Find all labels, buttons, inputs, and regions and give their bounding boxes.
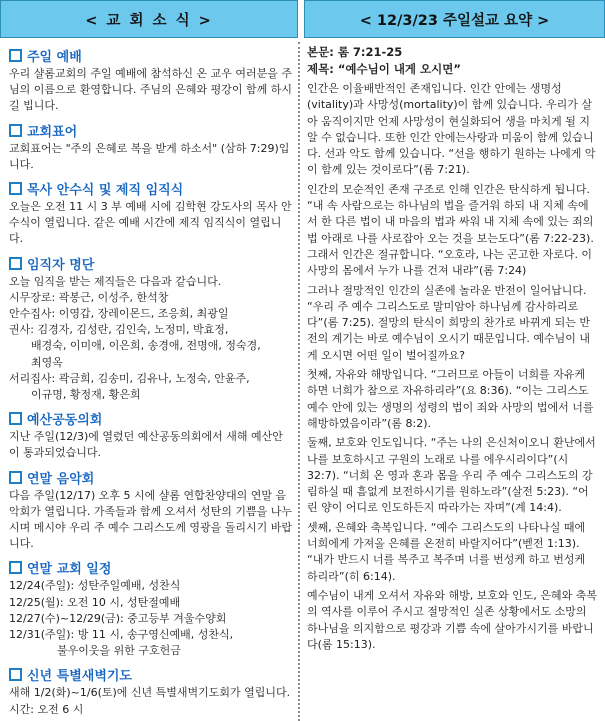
schedule-item: 12/31(주일): 방 11 시, 송구영신예배, 성찬식, [9,628,234,642]
section-title: 교회표어 [27,124,78,140]
officer-list-acting-deacons: 서리집사: 곽금희, 김송미, 김유나, 노정숙, 안윤주, [9,371,250,385]
section-body: 지난 주일(12/3)에 열렸던 예산공동의회에서 새해 예산안이 통과되었습니다. [9,430,283,460]
section-heading [9,558,292,577]
section-heading [9,468,292,487]
church-news-header [0,0,298,38]
officer-list-acting-deacons-cont: 이규명, 황정재, 황은희 [31,388,141,402]
hollow-square-icon [9,561,22,574]
hollow-square-icon [9,471,22,484]
sermon-paragraph: 셋째, 은혜와 축복입니다. “예수 그리스도의 나타나실 때에 너희에게 가져올 은혜를 온전히 바랄지어다”(벧전 1:13). “내가 반드시 너를 복주고 복주며 너를 번성케 하고 번성케 하리라”(히 6:14). [307,520,586,583]
section-body: 오늘은 오전 11 시 3 부 예배 시에 김학현 강도사의 목사 안수식이 열립니다. 같은 예배 시간에 제직 임직식이 열립니다. [9,200,292,246]
section-body: 새해 1/2(화)~1/6(토)에 신년 특별새벽기도회가 열립니다. 시간: 오전 6 시 [9,686,291,716]
section-heading [9,409,292,428]
church-news-title: < 교 회 소 식 > [85,12,213,29]
sermon-paragraph: 인간은 이율배반적인 존재입니다. 인간 안에는 생명성(vitality)과 사망성(mortality)이 함께 있습니다. 우리가 살아 움직이지만 언제 사망성이 현실화되어 생을 마치게 될 지 알 수 없습니다. 또한 인간 안에는사랑과 미움이 함께 있습니다. 선과 악도 함께 있습니다. “선을 행하기 원하는 나에게 악이 함께 있는 것이로다”(롬 7:21). [307,82,596,177]
news-section-officer-list [9,254,292,404]
news-section-ordination [9,179,292,248]
schedule-item-cont: 불우이웃을 위한 구호헌금 [57,644,181,658]
officer-list-kwonsa-cont: 최영옥 [31,355,63,369]
officer-list-elders: 시무장로: 곽봉근, 이성주, 한석창 [9,290,169,304]
officer-list-kwonsa: 권사: 김경자, 김성란, 김인숙, 노정미, 박효정, [9,323,229,337]
news-section-new-year-prayer [9,665,292,717]
sermon-title: 제목: “예수님이 내게 오시면” [307,62,461,76]
officer-list-deacons: 안수집사: 이영갑, 장레이몬드, 조응희, 최광일 [9,307,229,321]
section-title: 임직자 명단 [27,257,95,273]
section-title: 연말 교회 일정 [27,562,112,578]
section-title: 예산공동의회 [27,413,103,429]
sermon-paragraph: 그러나 절망적인 인간의 실존에 놀라운 반전이 일어납니다. “우리 주 예수 그리스도로 말미암아 하나님께 감사하리로다”(롬 7:25). 절망의 탄식이 희망의 찬가로 바뀌게 되는 반전의 계기는 바로 예수님이 오시기 때문입니다. 예수님이 내게 오시면 어떤 일이 벌어질까요? [307,283,590,362]
officer-list-kwonsa-cont: 배경숙, 이미애, 이은희, 송경애, 전명애, 정숙경, [31,339,261,353]
news-section-motto [9,121,292,173]
section-heading [9,179,292,198]
hollow-square-icon [9,668,22,681]
column-divider [298,42,300,721]
hollow-square-icon [9,124,22,137]
section-heading [9,254,292,273]
hollow-square-icon [9,49,22,62]
section-title: 목사 안수식 및 제직 임직식 [27,183,184,199]
sermon-summary-column [307,44,599,721]
sermon-summary-header [304,0,605,38]
sermon-paragraph: 둘째, 보호와 인도입니다. “주는 나의 은신처이오니 환난에서 나를 보호하시고 구원의 노래로 나를 에우시리이다”(시 32:7). “너희 온 영과 혼과 몸을 우리 주 예수 그리스도의 강림하실 때 흠없게 보전하시기를 원하노라”(살전 5:23). “어린 양이 어디로 인도하든지 따라가는 자며”(계 14:4). [307,436,596,515]
section-title: 연말 음악회 [27,471,95,487]
section-body: 교회표어는 "주의 은혜로 복을 받게 하소서" (삼하 7:29)입니다. [9,141,290,171]
news-section-sunday-worship [9,46,292,115]
hollow-square-icon [9,257,22,270]
news-section-concert [9,468,292,553]
section-heading [9,46,292,65]
sermon-summary-title: < 12/3/23 주일설교 요약 > [359,12,550,29]
sermon-passage: 본문: 롬 7:21-25 [307,45,403,59]
news-section-year-end-schedule [9,558,292,659]
hollow-square-icon [9,182,22,195]
schedule-item: 12/25(월): 오전 10 시, 성탄절예배 [9,595,181,609]
sermon-paragraph: 첫째, 자유와 해방입니다. “그러므로 아들이 너희를 자유케 하면 너희가 참으로 자유하리라”(요 8:36). “이는 그리스도 예수 안에 있는 생명의 성령의 법이 죄와 사망의 법에서 너를 해방하였음이라”(롬 8:2). [307,368,594,430]
section-heading [9,665,292,684]
church-news-column [9,44,292,721]
officer-list-intro: 오늘 임직을 받는 제직들은 다음과 같습니다. [9,274,222,288]
section-body: 다음 주일(12/17) 오후 5 시에 샬롬 연합찬양대의 연말 음악회가 열립니다. 가족들과 함께 오셔서 성탄의 기쁨을 나누시며 메시야 우리 주 예수 그리스도께 영광을 돌리시기 바랍니다. [9,488,292,551]
schedule-item: 12/27(수)~12/29(금): 중고등부 겨울수양회 [9,611,227,625]
news-section-budget [9,409,292,461]
section-body: 우리 샬롬교회의 주일 예배에 참석하신 온 교우 여러분을 주님의 이름으로 환영합니다. 주님의 은혜와 평강이 함께 하시길 빕니다. [9,67,292,113]
sermon-paragraph: 예수님이 내게 오셔서 자유와 해방, 보호와 인도, 은혜와 축복의 역사를 이루어 주시고 절망적인 실존 상황에서도 소망의 하나님을 의지함으로 평강과 기쁨 속에 살아가시기를 바랍니다(롬 15:13). [307,588,597,651]
hollow-square-icon [9,412,22,425]
schedule-item: 12/24(주일): 성탄주일예배, 성찬식 [9,579,181,593]
section-title: 신년 특별새벽기도 [27,669,132,685]
sermon-paragraph: 인간의 모순적인 존재 구조로 인해 인간은 탄식하게 됩니다. “내 속 사람으로는 하나님의 법을 즐거워 하되 내 지체 속에서 한 다른 법이 내 마음의 법과 싸워 내 지체 속에 있는 죄의 법 아래로 나를 사로잡아 오는 것을 보는도다”(롬 7:22-23). 그래서 인간은 절규합니다. “오호라, 나는 곤고한 자로다. 이 사망의 몸에서 누가 나를 건져 내랴”(롬 7:24) [307,182,594,278]
section-heading [9,121,292,140]
section-title: 주일 예배 [27,50,82,65]
